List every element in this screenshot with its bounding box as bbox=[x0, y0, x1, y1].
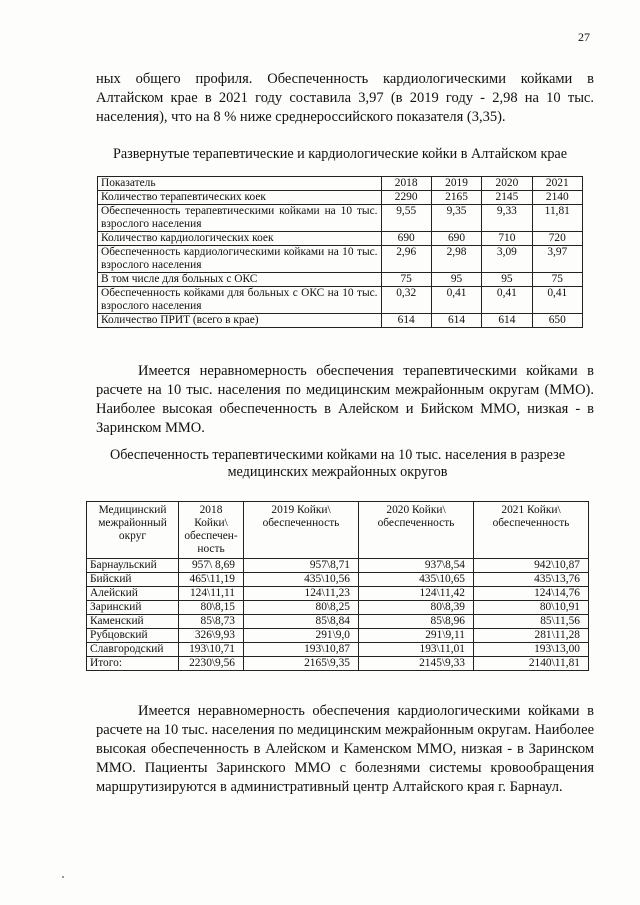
table-cell: 291\9,11 bbox=[359, 629, 474, 643]
table-row bbox=[98, 314, 583, 328]
table-cell: 2165\9,35 bbox=[244, 657, 359, 671]
table-cell: 124\14,76 bbox=[474, 587, 589, 601]
table-cell: 435\10,56 bbox=[244, 573, 359, 587]
table-cell: 957\8,71 bbox=[244, 559, 359, 573]
table-row bbox=[87, 615, 589, 629]
table2-header-cell: 2018 Койки\ обеспечен-ность bbox=[179, 502, 244, 559]
table2-header-row bbox=[87, 502, 589, 559]
table-cell: 2290 bbox=[381, 191, 431, 205]
table-cell: 710 bbox=[482, 232, 532, 246]
table-cell: 193\10,87 bbox=[244, 643, 359, 657]
table-cell: 11,81 bbox=[532, 205, 582, 232]
table-row bbox=[87, 643, 589, 657]
therapeutic-cardiology-beds-table bbox=[97, 176, 583, 328]
table-row bbox=[98, 232, 583, 246]
table-cell: 80\10,91 bbox=[474, 601, 589, 615]
table-row bbox=[87, 657, 589, 671]
table-cell: 9,55 bbox=[381, 205, 431, 232]
table-row bbox=[98, 273, 583, 287]
table-cell: 3,97 bbox=[532, 246, 582, 273]
district-name: Каменский bbox=[87, 615, 179, 629]
table-cell: 0,32 bbox=[381, 287, 431, 314]
table-cell: 614 bbox=[431, 314, 481, 328]
table-row bbox=[87, 601, 589, 615]
table-cell: 2165 bbox=[431, 191, 481, 205]
row-label: Обеспеченность терапевтическими койками на 10 тыс. взрослого населения bbox=[98, 205, 382, 232]
table-row bbox=[98, 287, 583, 314]
table2-header-cell: 2021 Койки\ обеспеченность bbox=[474, 502, 589, 559]
table2-caption-line1: Обеспеченность терапевтическими койками на 10 тыс. населения в разрезе bbox=[110, 447, 565, 463]
table-cell: 124\11,23 bbox=[244, 587, 359, 601]
table-cell: 720 bbox=[532, 232, 582, 246]
table-cell: 942\10,87 bbox=[474, 559, 589, 573]
table-cell: 690 bbox=[431, 232, 481, 246]
district-name: Итого: bbox=[87, 657, 179, 671]
table2-header-cell: 2019 Койки\ обеспеченность bbox=[244, 502, 359, 559]
table2-caption bbox=[86, 447, 589, 481]
paragraph-2: Имеется неравномерность обеспечения терапевтическими койками в расчете на 10 тыс. населения по медицинским межрайонным округам (ММО). Наиболее высокая обеспеченность в Алейском и Бийском ММО, низкая - в Заринском ММО. bbox=[96, 363, 594, 436]
table-cell: 465\11,19 bbox=[179, 573, 244, 587]
row-label: Количество кардиологических коек bbox=[98, 232, 382, 246]
table-cell: 2140\11,81 bbox=[474, 657, 589, 671]
table-cell: 650 bbox=[532, 314, 582, 328]
table-cell: 9,35 bbox=[431, 205, 481, 232]
table-cell: 75 bbox=[532, 273, 582, 287]
table2-header-cell: 2020 Койки\ обеспеченность bbox=[359, 502, 474, 559]
district-name: Алейский bbox=[87, 587, 179, 601]
table-cell: 193\11,01 bbox=[359, 643, 474, 657]
table-cell: 281\11,28 bbox=[474, 629, 589, 643]
row-label: Количество терапевтических коек bbox=[98, 191, 382, 205]
district-name: Рубцовский bbox=[87, 629, 179, 643]
table-cell: 124\11,11 bbox=[179, 587, 244, 601]
table-cell: 957\ 8,69 bbox=[179, 559, 244, 573]
table1-caption: Развернутые терапевтические и кардиологические койки в Алтайском крае bbox=[112, 146, 568, 162]
table-cell: 80\8,15 bbox=[179, 601, 244, 615]
table-cell: 2140 bbox=[532, 191, 582, 205]
table-cell: 85\8,73 bbox=[179, 615, 244, 629]
table-cell: 614 bbox=[381, 314, 431, 328]
table-cell: 937\8,54 bbox=[359, 559, 474, 573]
district-name: Бийский bbox=[87, 573, 179, 587]
table2-caption-line2: медицинских межрайонных округов bbox=[227, 464, 448, 480]
table-row bbox=[87, 587, 589, 601]
table-cell: 0,41 bbox=[532, 287, 582, 314]
table1-header-cell: 2019 bbox=[431, 177, 481, 191]
table-row bbox=[87, 629, 589, 643]
table-cell: 95 bbox=[431, 273, 481, 287]
table-cell: 85\8,84 bbox=[244, 615, 359, 629]
row-label: Количество ПРИТ (всего в крае) bbox=[98, 314, 382, 328]
table-cell: 95 bbox=[482, 273, 532, 287]
table-cell: 85\11,56 bbox=[474, 615, 589, 629]
table-cell: 193\10,71 bbox=[179, 643, 244, 657]
table-cell: 2145\9,33 bbox=[359, 657, 474, 671]
table-cell: 75 bbox=[381, 273, 431, 287]
table-cell: 2,96 bbox=[381, 246, 431, 273]
paragraph-1: ных общего профиля. Обеспеченность кардиологическими койками в Алтайском крае в 2021 году составила 3,97 (в 2019 году - 2,98 на 10 тыс. населения), что на 8 % ниже среднероссийского показателя (3,35). bbox=[96, 71, 594, 125]
row-label: Обеспеченность кардиологическими койками на 10 тыс. взрослого населения bbox=[98, 246, 382, 273]
table-cell: 2230\9,56 bbox=[179, 657, 244, 671]
table-cell: 0,41 bbox=[431, 287, 481, 314]
table-row bbox=[87, 559, 589, 573]
table-row bbox=[98, 205, 583, 232]
paragraph-3: Имеется неравномерность обеспечения кардиологическими койками в расчете на 10 тыс. населения по медицинским межрайонным округам. Наиболее высокая обеспеченность в Алейском и Каменском ММО, низкая - в Заринском ММО. Пациенты Заринского ММО с болезнями системы кровообращения маршрутизируются в административный центр Алтайского края г. Барнаул. bbox=[96, 703, 594, 795]
table-row bbox=[98, 191, 583, 205]
table-cell: 0,41 bbox=[482, 287, 532, 314]
table-cell: 326\9,93 bbox=[179, 629, 244, 643]
table1-header-cell: 2021 bbox=[532, 177, 582, 191]
district-name: Заринский bbox=[87, 601, 179, 615]
table1-header-cell: 2018 bbox=[381, 177, 431, 191]
table1-header-cell: Показатель bbox=[98, 177, 382, 191]
table-cell: 291\9,0 bbox=[244, 629, 359, 643]
district-name: Славгородский bbox=[87, 643, 179, 657]
table-cell: 614 bbox=[482, 314, 532, 328]
table2-header-cell: Медицинский межрайонный округ bbox=[87, 502, 179, 559]
table-cell: 2,98 bbox=[431, 246, 481, 273]
table-row bbox=[98, 246, 583, 273]
scan-speck bbox=[62, 876, 64, 878]
row-label: В том числе для больных с ОКС bbox=[98, 273, 382, 287]
therapeutic-beds-by-district-table bbox=[86, 501, 589, 671]
table1-header-row bbox=[98, 177, 583, 191]
district-name: Барнаульский bbox=[87, 559, 179, 573]
table-cell: 124\11,42 bbox=[359, 587, 474, 601]
table-cell: 3,09 bbox=[482, 246, 532, 273]
table-cell: 85\8,96 bbox=[359, 615, 474, 629]
table-cell: 193\13,00 bbox=[474, 643, 589, 657]
table1-header-cell: 2020 bbox=[482, 177, 532, 191]
table-cell: 2145 bbox=[482, 191, 532, 205]
row-label: Обеспеченность койками для больных с ОКС на 10 тыс. взрослого населения bbox=[98, 287, 382, 314]
table-cell: 80\8,39 bbox=[359, 601, 474, 615]
table-cell: 435\10,65 bbox=[359, 573, 474, 587]
page-number: 27 bbox=[578, 30, 590, 44]
table-cell: 435\13,76 bbox=[474, 573, 589, 587]
table-cell: 80\8,25 bbox=[244, 601, 359, 615]
table-row bbox=[87, 573, 589, 587]
table-cell: 9,33 bbox=[482, 205, 532, 232]
table-cell: 690 bbox=[381, 232, 431, 246]
